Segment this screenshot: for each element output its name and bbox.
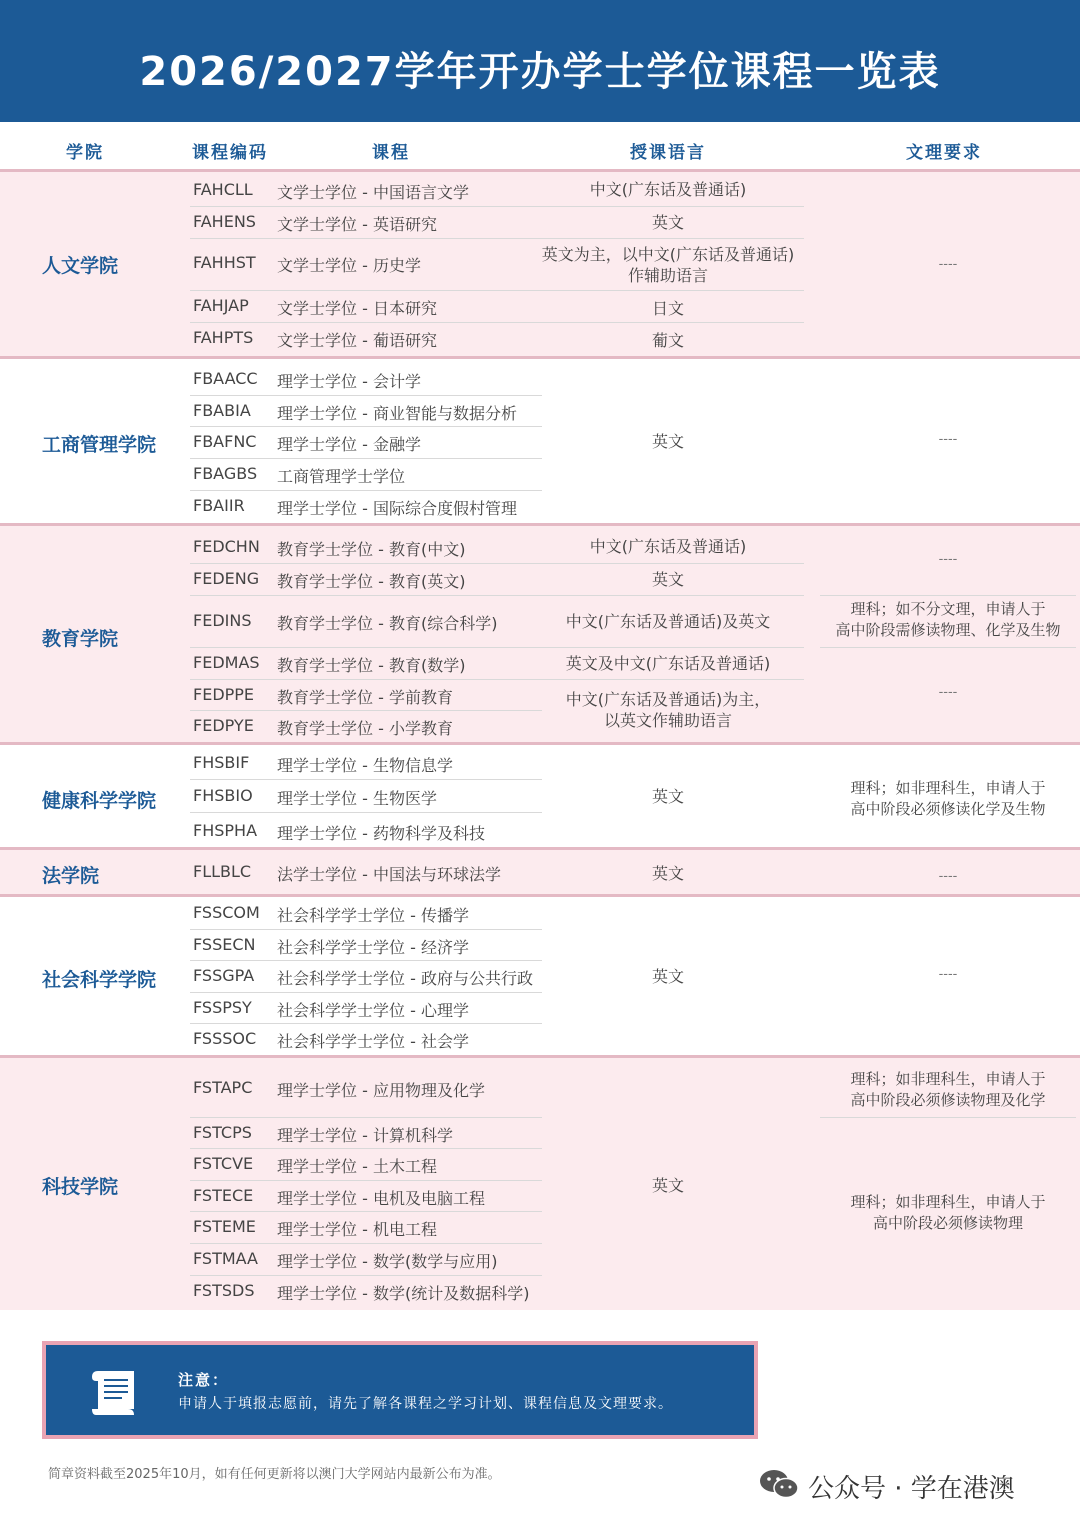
course-code: FSTSDS: [193, 1281, 255, 1300]
course-code: FBAGBS: [193, 464, 258, 483]
course-name: 理学士学位 - 金融学: [277, 435, 421, 454]
document-scroll-icon: [84, 1365, 142, 1421]
teaching-language: 日文: [651, 299, 684, 318]
section-divider: [0, 847, 1080, 850]
course-name: 理学士学位 - 计算机科学: [277, 1126, 453, 1145]
col-header-course: 课程: [372, 143, 410, 163]
course-name: 教育学士学位 - 教育(中文): [277, 540, 466, 559]
course-code: FAHJAP: [193, 296, 249, 315]
course-code: FBABIA: [193, 401, 251, 420]
col-header-faculty: 学院: [66, 143, 104, 163]
course-name: 理学士学位 - 会计学: [277, 372, 421, 391]
course-name: 理学士学位 - 生物信息学: [277, 756, 453, 775]
wechat-logo-icon: [758, 1468, 800, 1500]
page-title: 2026/2027学年开办学士学位课程一览表: [139, 49, 941, 95]
course-code: FHSBIF: [193, 753, 250, 772]
teaching-language: 中文(广东话及普通话)及英文: [565, 612, 771, 631]
course-code: FEDMAS: [193, 653, 260, 672]
course-code: FBAACC: [193, 369, 258, 388]
course-code: FAHHST: [193, 253, 256, 272]
teaching-language: 英文: [651, 967, 684, 986]
teaching-language: 英文: [651, 864, 684, 883]
science-requirement: 理科；如非理科生，申请人于: [850, 1070, 1046, 1088]
course-name: 法学士学位 - 中国法与环球法学: [277, 865, 501, 884]
course-code: FSTCVE: [193, 1154, 254, 1173]
section-divider: [0, 356, 1080, 359]
faculty-name: 法学院: [42, 865, 100, 887]
science-requirement: 理科；如非理科生，申请人于: [850, 1193, 1046, 1211]
course-name: 教育学士学位 - 教育(综合科学): [277, 614, 498, 633]
course-name: 理学士学位 - 应用物理及化学: [277, 1081, 485, 1100]
faculty-name: 工商管理学院: [42, 434, 157, 456]
course-code: FSTMAA: [193, 1249, 258, 1268]
course-code: FSTAPC: [193, 1078, 253, 1097]
teaching-language: 英文: [651, 213, 684, 232]
course-code: FEDPYE: [193, 716, 254, 735]
notice-box: [42, 1341, 758, 1439]
course-code: FAHPTS: [193, 328, 254, 347]
course-code: FHSBIO: [193, 786, 253, 805]
course-code: FAHENS: [193, 212, 256, 231]
notice-text: 申请人于填报志愿前，请先了解各课程之学习计划、课程信息及文理要求。: [178, 1396, 673, 1412]
course-name: 社会科学学士学位 - 政府与公共行政: [277, 969, 533, 988]
course-name: 理学士学位 - 生物医学: [277, 789, 437, 808]
teaching-language: 英文及中文(广东话及普通话): [565, 654, 771, 673]
course-name: 理学士学位 - 电机及电脑工程: [277, 1189, 485, 1208]
course-name: 文学士学位 - 日本研究: [277, 299, 437, 318]
course-name: 理学士学位 - 数学(数学与应用): [277, 1252, 498, 1271]
footnote: 简章资料截至2025年10月，如有任何更新将以澳门大学网站内最新公布为准。: [48, 1467, 501, 1482]
science-requirement: 高中阶段需修读物理、化学及生物: [835, 621, 1061, 639]
faculty-name: 科技学院: [42, 1176, 119, 1198]
course-code: FSSSOC: [193, 1029, 257, 1048]
course-code: FSSCOM: [193, 903, 260, 922]
course-name: 文学士学位 - 历史学: [277, 256, 421, 275]
col-header-code: 课程编码: [192, 143, 268, 163]
faculty-name: 健康科学学院: [42, 790, 157, 812]
science-requirement: 高中阶段必须修读物理及化学: [850, 1091, 1046, 1109]
course-name: 理学士学位 - 商业智能与数据分析: [277, 404, 517, 423]
course-name: 教育学士学位 - 教育(数学): [277, 656, 466, 675]
course-name: 社会科学学士学位 - 传播学: [277, 906, 469, 925]
faculty-name: 社会科学学院: [42, 969, 157, 991]
course-code: FEDCHN: [193, 537, 260, 556]
wechat-watermark: [758, 1466, 1048, 1502]
teaching-language: 作辅助语言: [627, 266, 708, 285]
requirement-none: ----: [938, 869, 958, 884]
faculty-name: 教育学院: [42, 628, 119, 650]
course-code: FHSPHA: [193, 821, 258, 840]
course-name: 社会科学学士学位 - 心理学: [277, 1001, 469, 1020]
teaching-language: 英文: [651, 787, 684, 806]
course-code: FSTEME: [193, 1217, 256, 1236]
course-name: 理学士学位 - 药物科学及科技: [277, 824, 485, 843]
course-code: FSSECN: [193, 935, 256, 954]
col-header-language: 授课语言: [630, 143, 706, 163]
course-code: FSTCPS: [193, 1123, 252, 1142]
course-code: FSTECE: [193, 1186, 254, 1205]
course-code: FBAIIR: [193, 496, 245, 515]
course-code: FBAFNC: [193, 432, 257, 451]
notice-title: 注意：: [178, 1371, 230, 1389]
section-divider: [0, 742, 1080, 745]
course-name: 教育学士学位 - 学前教育: [277, 688, 453, 707]
science-requirement: 理科；如非理科生，申请人于: [850, 779, 1046, 797]
title-banner: [0, 0, 1080, 122]
course-code: FEDENG: [193, 569, 260, 588]
course-name: 社会科学学士学位 - 经济学: [277, 938, 469, 957]
teaching-language: 葡文: [651, 331, 684, 350]
course-name: 社会科学学士学位 - 社会学: [277, 1032, 469, 1051]
course-name: 文学士学位 - 中国语言文学: [277, 183, 469, 202]
teaching-language: 英文: [651, 570, 684, 589]
requirement-none: ----: [938, 257, 958, 272]
section-divider: [0, 1055, 1080, 1058]
requirement-none: ----: [938, 685, 958, 700]
teaching-language: 中文(广东话及普通话): [589, 180, 747, 199]
requirement-none: ----: [938, 432, 958, 447]
teaching-language: 以英文作辅助语言: [603, 711, 732, 730]
course-code: FSSPSY: [193, 998, 252, 1017]
course-name: 教育学士学位 - 小学教育: [277, 719, 453, 738]
requirement-none: ----: [938, 552, 958, 567]
science-requirement: 高中阶段必须修读物理: [872, 1214, 1023, 1232]
course-name: 教育学士学位 - 教育(英文): [277, 572, 466, 591]
course-code: FAHCLL: [193, 180, 253, 199]
requirement-none: ----: [938, 967, 958, 982]
course-name: 理学士学位 - 机电工程: [277, 1220, 437, 1239]
section-divider: [0, 169, 1080, 172]
section-divider: [0, 523, 1080, 526]
course-name: 理学士学位 - 土木工程: [277, 1157, 437, 1176]
col-header-requirement: 文理要求: [906, 143, 982, 163]
course-name: 工商管理学士学位: [277, 467, 406, 486]
course-name: 理学士学位 - 国际综合度假村管理: [277, 499, 517, 518]
course-code: FSSGPA: [193, 966, 255, 985]
teaching-language: 英文为主，以中文(广东话及普通话): [541, 245, 795, 264]
faculty-name: 人文学院: [42, 255, 119, 277]
course-code: FLLBLC: [193, 862, 252, 881]
section-divider: [0, 894, 1080, 897]
science-requirement: 高中阶段必须修读化学及生物: [850, 800, 1046, 818]
course-name: 理学士学位 - 数学(统计及数据科学): [277, 1284, 530, 1303]
watermark-text: 公众号 · 学在港澳: [808, 1474, 1015, 1504]
science-requirement: 理科；如不分文理，申请人于: [850, 600, 1046, 618]
course-code: FEDINS: [193, 611, 252, 630]
course-name: 文学士学位 - 葡语研究: [277, 331, 437, 350]
teaching-language: 英文: [651, 432, 684, 451]
course-code: FEDPPE: [193, 685, 255, 704]
teaching-language: 中文(广东话及普通话): [589, 537, 747, 556]
course-name: 文学士学位 - 英语研究: [277, 215, 437, 234]
teaching-language: 中文(广东话及普通话)为主，: [565, 690, 771, 709]
teaching-language: 英文: [651, 1176, 684, 1195]
